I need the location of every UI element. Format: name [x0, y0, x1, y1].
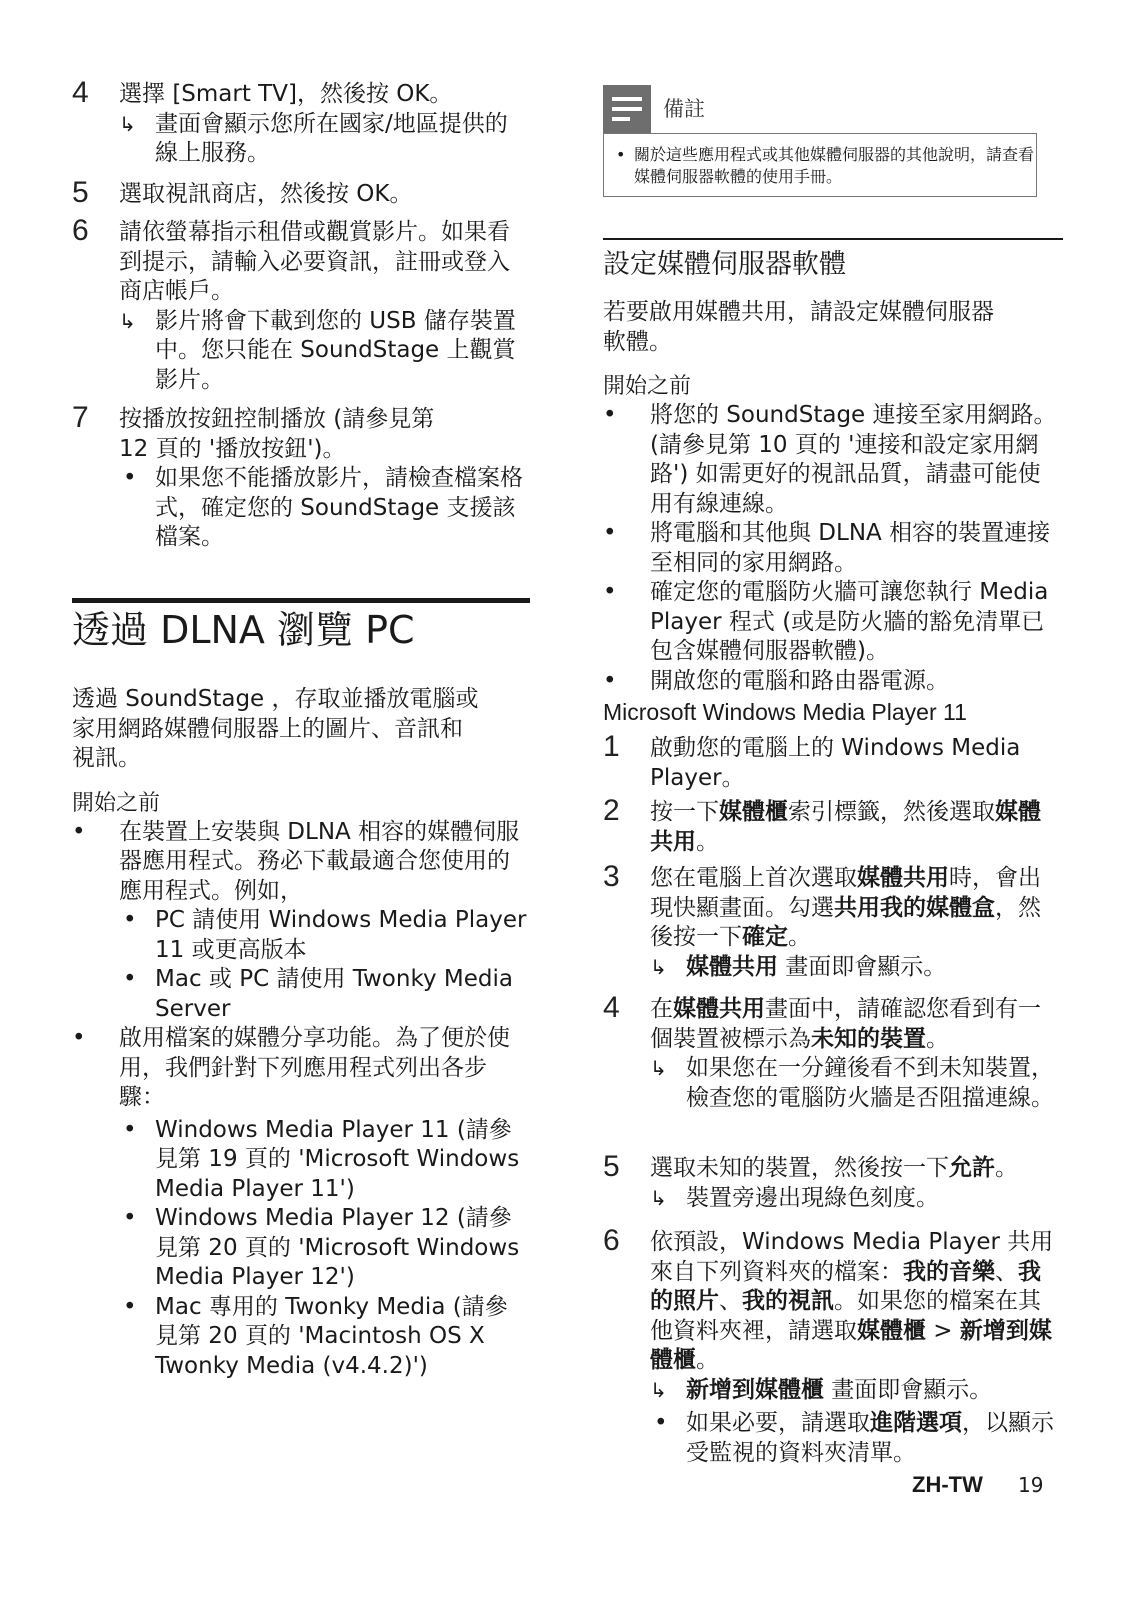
section-intro: 若要啟用媒體共用，請設定媒體伺服器軟體。 — [603, 299, 994, 355]
wmp-step-2: 2 按一下媒體櫃索引標籤，然後選取媒體共用。 — [603, 794, 1041, 855]
dlna-section — [72, 598, 530, 1381]
before-title: 開始之前 — [603, 374, 692, 399]
section-intro: 透過 SoundStage ，存取並播放電腦或家用網路媒體伺服器上的圖片、音訊和視訊。 — [72, 686, 479, 771]
bullet-item: • 在裝置上安裝與 DLNA 相容的媒體伺服器應用程式。務必下載最適合您使用的應用程式。例如， — [72, 818, 520, 904]
step-number: 6 — [72, 214, 89, 247]
step-result: ↳ 如果您在一分鐘後看不到未知裝置，檢查您的電腦防火牆是否阻擋連線。 — [650, 1055, 1054, 1111]
step-number: 3 — [603, 860, 620, 893]
sub-bullet-item: • Windows Media Player 11 (請參見第 19 頁的 'Microsoft Windows Media Player 11') — [123, 1116, 520, 1202]
step-result: ↳ 裝置旁邊出現綠色刻度。 — [650, 1184, 1063, 1214]
step-number: 1 — [603, 730, 620, 763]
step-number: 7 — [72, 401, 89, 434]
step-number: 4 — [72, 76, 89, 109]
sub-bullet-item: • Mac 專用的 Twonky Media (請參見第 20 頁的 'Macintosh OS X Twonky Media (v4.4.2)') — [123, 1293, 508, 1379]
wmp-title: Microsoft Windows Media Player 11 — [603, 699, 967, 725]
step-result: ↳ 媒體共用 畫面即會顯示。 — [650, 953, 1063, 983]
step-result: ↳ 影片將會下載到您的 USB 儲存裝置中。您只能在 SoundStage 上觀賞影片。 — [119, 307, 516, 393]
step-result: ↳ 畫面會顯示您所在國家/地區提供的線上服務。 — [119, 110, 508, 166]
step-4: 4 選擇 [Smart TV]，然後按 OK。 ↳ 畫面會顯示您所在國家/地區提供的線上服務。 — [72, 80, 530, 169]
bullet-item: • 啟用檔案的媒體分享功能。為了便於使用，我們針對下列應用程式列出各步驟： — [72, 1025, 510, 1110]
bullet-item: • 開啟您的電腦和路由器電源。 — [603, 667, 949, 694]
result-arrow-icon: ↳ — [650, 1056, 667, 1080]
result-arrow-icon: ↳ — [119, 111, 136, 136]
step-bullet: • 如果必要，請選取進階選項，以顯示受監視的資料夾清單。 — [654, 1410, 1054, 1466]
step-result: ↳ 新增到媒體櫃 畫面即會顯示。 — [650, 1376, 1063, 1406]
wmp-step-4: 4 在媒體共用畫面中，請確認您看到有一個裝置被標示為未知的裝置。 ↳ 如果您在一分鐘後看不到未知裝置，檢查您的電腦防火牆是否阻擋連線。 — [603, 995, 1063, 1113]
bullet-item: • 確定您的電腦防火牆可讓您執行 Media Player 程式 (或是防火牆的豁免清單已包含媒體伺服器軟體)。 — [603, 579, 1049, 664]
section-heading: 設定媒體伺服器軟體 — [603, 238, 1063, 282]
step-5: 5 選取視訊商店，然後按 OK。 — [72, 176, 413, 209]
step-7: 7 按播放按鈕控制播放 (請參見第 12 頁的 '播放按鈕')。 • 如果您不能播放影片，請檢查檔案格式，確定您的 SoundStage 支援該檔案。 — [72, 405, 530, 553]
bullet-item: • 將電腦和其他與 DLNA 相容的裝置連接至相同的家用網路。 — [603, 520, 1051, 576]
note-box — [603, 133, 1037, 197]
step-6: 6 請依螢幕指示租借或觀賞影片。如果看到提示，請輸入必要資訊，註冊或登入商店帳戶。 ↳ 影片將會下載到您的 USB 儲存裝置中。您只能在 SoundStage 上觀賞影片。 — [72, 218, 530, 395]
bullet-item: • 將您的 SoundStage 連接至家用網路。(請參見第 10 頁的 '連接和設定家用網路') 如需更好的視訊品質，請盡可能使用有線連線。 — [603, 402, 1057, 517]
sub-bullet-item: • PC 請使用 Windows Media Player 11 或更高版本 — [123, 907, 527, 963]
wmp-step-1: 1 啟動您的電腦上的 Windows Media Player。 — [603, 730, 1021, 791]
step-number: 5 — [603, 1150, 620, 1183]
step-number: 4 — [603, 991, 620, 1024]
sub-bullet-item: • Mac 或 PC 請使用 Twonky Media Server — [123, 966, 513, 1022]
wmp-step-6: 6 依預設，Windows Media Player 共用來自下列資料夾的檔案：我的音樂、我的照片、我的視訊。如果您的檔案在其他資料夾裡，請選取媒體櫃 > 新增到媒體櫃。 ↳ 新增到媒體櫃 畫面即會顯示。 • 如果必要，請選取進階選項，以顯示受監視的資料夾清單。 — [603, 1228, 1063, 1468]
step-bullet: • 如果您不能播放影片，請檢查檔案格式，確定您的 SoundStage 支援該檔案。 — [123, 465, 523, 550]
step-number: 6 — [603, 1224, 620, 1257]
step-number: 5 — [72, 176, 89, 209]
footer-language: ZH-TW — [912, 1472, 983, 1497]
wmp-step-3: 3 您在電腦上首次選取媒體共用時，會出現快顯畫面。勾選共用我的媒體盒，然後按一下確定。 ↳ 媒體共用 畫面即會顯示。 — [603, 864, 1063, 982]
media-server-section — [603, 238, 1063, 696]
note-header — [603, 85, 1063, 133]
section-heading: 透過 DLNA 瀏覽 PC — [72, 598, 530, 653]
page-number: 19 — [1018, 1473, 1044, 1497]
sub-bullet-item: • Windows Media Player 12 (請參見第 20 頁的 'Microsoft Windows Media Player 12') — [123, 1205, 520, 1290]
result-arrow-icon: ↳ — [119, 308, 136, 333]
before-title: 開始之前 — [72, 790, 161, 816]
note-icon — [603, 85, 651, 133]
note-text: • 關於這些應用程式或其他媒體伺服器的其他說明，請查看媒體伺服器軟體的使用手冊。 — [616, 145, 1035, 186]
step-number: 2 — [603, 794, 620, 827]
result-arrow-icon: ↳ — [650, 954, 667, 979]
note-title: 備註 — [663, 97, 705, 121]
wmp-step-5: 5 選取未知的裝置，然後按一下允許。 ↳ 裝置旁邊出現綠色刻度。 — [603, 1154, 1063, 1213]
result-arrow-icon: ↳ — [650, 1377, 667, 1402]
result-arrow-icon: ↳ — [650, 1185, 667, 1210]
